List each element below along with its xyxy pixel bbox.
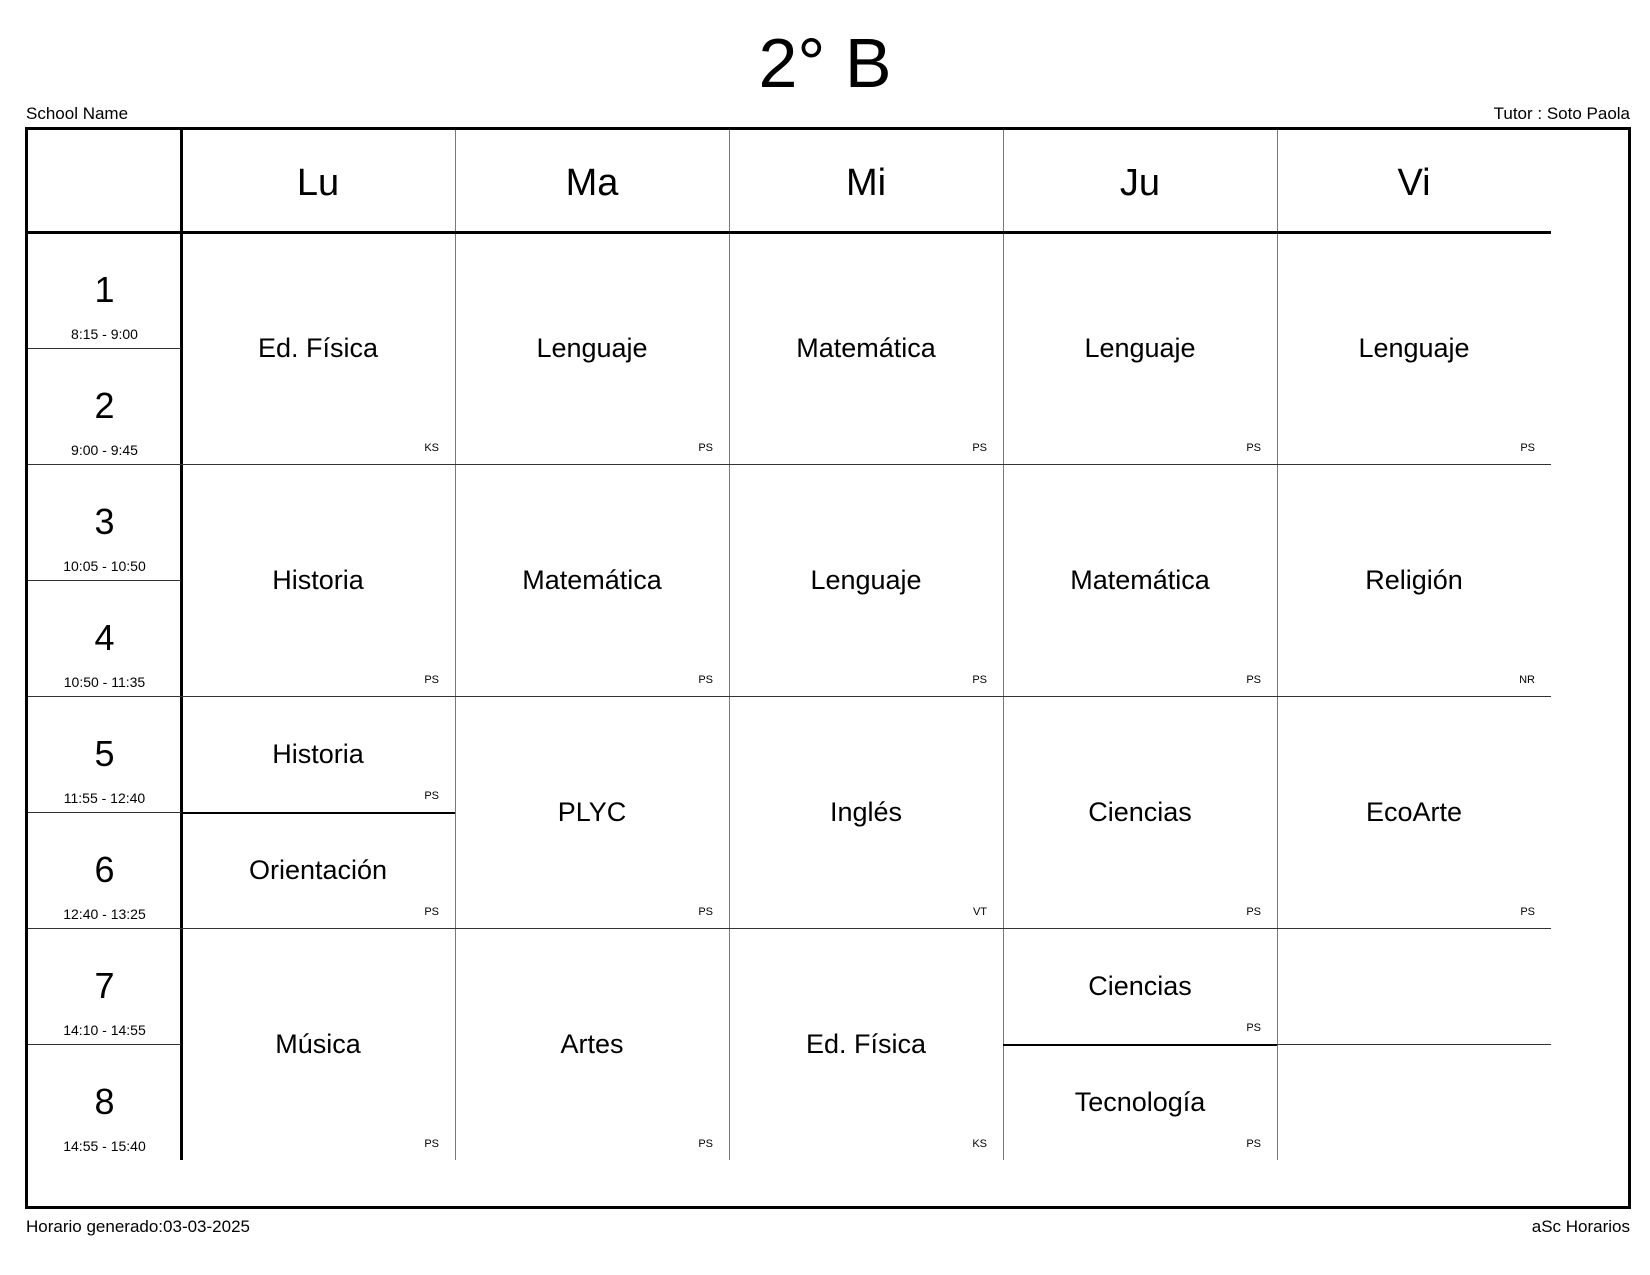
grid-line xyxy=(28,696,1551,697)
period-time: 10:50 - 11:35 xyxy=(63,674,146,690)
lesson-teacher: PS xyxy=(698,442,713,454)
lesson-subject: PLYC xyxy=(557,797,627,827)
lesson-cell xyxy=(181,928,455,1160)
lesson-cell xyxy=(181,464,455,696)
page-title: 2° B xyxy=(758,24,892,102)
period-number: 1 xyxy=(94,269,115,310)
lesson-subject: Ed. Física xyxy=(805,1029,927,1059)
period-time: 14:55 - 15:40 xyxy=(63,1138,146,1154)
grid-line xyxy=(28,812,181,813)
lesson-teacher: VT xyxy=(972,906,987,918)
app-name: aSc Horarios xyxy=(1531,1217,1630,1236)
lesson-teacher: PS xyxy=(424,1138,439,1150)
grid-line xyxy=(28,1044,181,1045)
lesson-teacher: PS xyxy=(698,674,713,686)
lesson-teacher: PS xyxy=(1246,1138,1261,1150)
lesson-cell xyxy=(455,464,729,696)
lesson-subject: Historia xyxy=(272,739,364,769)
tutor-label: Tutor : Soto Paola xyxy=(1493,104,1630,123)
grid-line xyxy=(1003,130,1004,1160)
lesson-subject: Orientación xyxy=(248,855,388,885)
lesson-subject: Historia xyxy=(272,565,364,595)
period-cell xyxy=(28,696,181,812)
lesson-teacher: KS xyxy=(972,1138,987,1150)
day-header-lu: Lu xyxy=(296,162,340,204)
lesson-subject: Ciencias xyxy=(1088,971,1192,1001)
school-name: School Name xyxy=(26,104,129,123)
period-number: 6 xyxy=(94,849,115,890)
lesson-teacher: PS xyxy=(424,790,439,802)
lesson-cell xyxy=(1003,464,1277,696)
lesson-subject: Religión xyxy=(1365,565,1463,595)
period-number: 3 xyxy=(94,501,115,542)
period-cell xyxy=(28,580,181,696)
lesson-teacher: PS xyxy=(972,442,987,454)
lesson-teacher: PS xyxy=(972,674,987,686)
day-header-ma: Ma xyxy=(565,162,619,204)
lesson-teacher: PS xyxy=(698,1138,713,1150)
lesson-subject: EcoArte xyxy=(1365,797,1463,827)
lesson-cell xyxy=(729,464,1003,696)
day-header-mi: Mi xyxy=(845,162,887,204)
lesson-cell xyxy=(455,928,729,1160)
lesson-teacher: PS xyxy=(1246,674,1261,686)
lesson-cell xyxy=(1003,232,1277,464)
period-number: 5 xyxy=(94,733,115,774)
period-time: 8:15 - 9:00 xyxy=(71,326,138,342)
period-time: 10:05 - 10:50 xyxy=(63,558,146,574)
lesson-cell xyxy=(181,812,455,928)
period-time: 14:10 - 14:55 xyxy=(63,1022,146,1038)
lesson-teacher: KS xyxy=(424,442,439,454)
period-number: 8 xyxy=(94,1081,115,1122)
period-cell xyxy=(28,812,181,928)
lesson-cell xyxy=(1277,232,1551,464)
period-time: 12:40 - 13:25 xyxy=(63,906,146,922)
lesson-cell xyxy=(1277,696,1551,928)
lesson-subject: Matemática xyxy=(1070,565,1210,595)
lesson-teacher: PS xyxy=(1246,906,1261,918)
period-time: 9:00 - 9:45 xyxy=(71,442,138,458)
period-cell xyxy=(28,232,181,348)
grid-line xyxy=(1277,1044,1551,1045)
lesson-subject: Lenguaje xyxy=(1084,333,1196,363)
grid-line xyxy=(28,231,1551,234)
generated-date: Horario generado:03-03-2025 xyxy=(26,1217,250,1236)
lesson-cell xyxy=(1003,1044,1277,1160)
grid-line xyxy=(1277,130,1278,1160)
lesson-subject: Música xyxy=(275,1029,361,1059)
timetable-grid xyxy=(25,127,1631,1209)
lesson-subject: Lenguaje xyxy=(536,333,648,363)
lesson-cell xyxy=(1003,928,1277,1044)
grid-line xyxy=(28,464,1551,465)
period-number: 2 xyxy=(94,385,115,426)
period-cell xyxy=(28,928,181,1044)
lesson-cell xyxy=(181,696,455,812)
lesson-cell xyxy=(181,232,455,464)
lesson-subject: Ed. Física xyxy=(257,333,379,363)
lesson-cell xyxy=(1003,696,1277,928)
lesson-cell xyxy=(455,232,729,464)
lesson-teacher: PS xyxy=(1520,906,1535,918)
corner-cell xyxy=(28,130,181,232)
lesson-teacher: PS xyxy=(1246,442,1261,454)
lesson-subject: Lenguaje xyxy=(1358,333,1470,363)
lesson-teacher: PS xyxy=(424,674,439,686)
period-number: 7 xyxy=(94,965,115,1006)
lesson-teacher: NR xyxy=(1519,674,1535,686)
period-cell xyxy=(28,464,181,580)
lesson-subject: Lenguaje xyxy=(810,565,922,595)
lesson-subject: Inglés xyxy=(829,797,903,827)
lesson-subject: Tecnología xyxy=(1074,1087,1206,1117)
lesson-subject: Ciencias xyxy=(1088,797,1192,827)
grid-line xyxy=(1003,1044,1277,1046)
day-header-vi: Vi xyxy=(1397,162,1431,204)
grid-line xyxy=(28,928,1551,929)
lesson-teacher: PS xyxy=(698,906,713,918)
lesson-cell xyxy=(729,232,1003,464)
grid-line xyxy=(729,130,730,1160)
lesson-cell xyxy=(1277,464,1551,696)
period-cell xyxy=(28,1044,181,1160)
lesson-subject: Artes xyxy=(560,1029,624,1059)
lesson-teacher: PS xyxy=(424,906,439,918)
lesson-teacher: PS xyxy=(1520,442,1535,454)
grid-line xyxy=(28,580,181,581)
period-number: 4 xyxy=(94,617,115,658)
grid-line xyxy=(181,812,455,814)
lesson-cell xyxy=(455,696,729,928)
period-cell xyxy=(28,348,181,464)
lesson-cell xyxy=(729,928,1003,1160)
period-time: 11:55 - 12:40 xyxy=(63,790,146,806)
grid-line xyxy=(455,130,456,1160)
lesson-subject: Matemática xyxy=(796,333,936,363)
lesson-teacher: PS xyxy=(1246,1022,1261,1034)
lesson-subject: Matemática xyxy=(522,565,662,595)
day-header-ju: Ju xyxy=(1119,162,1161,204)
lesson-cell xyxy=(729,696,1003,928)
grid-line xyxy=(28,348,181,349)
grid-line xyxy=(180,130,183,1160)
